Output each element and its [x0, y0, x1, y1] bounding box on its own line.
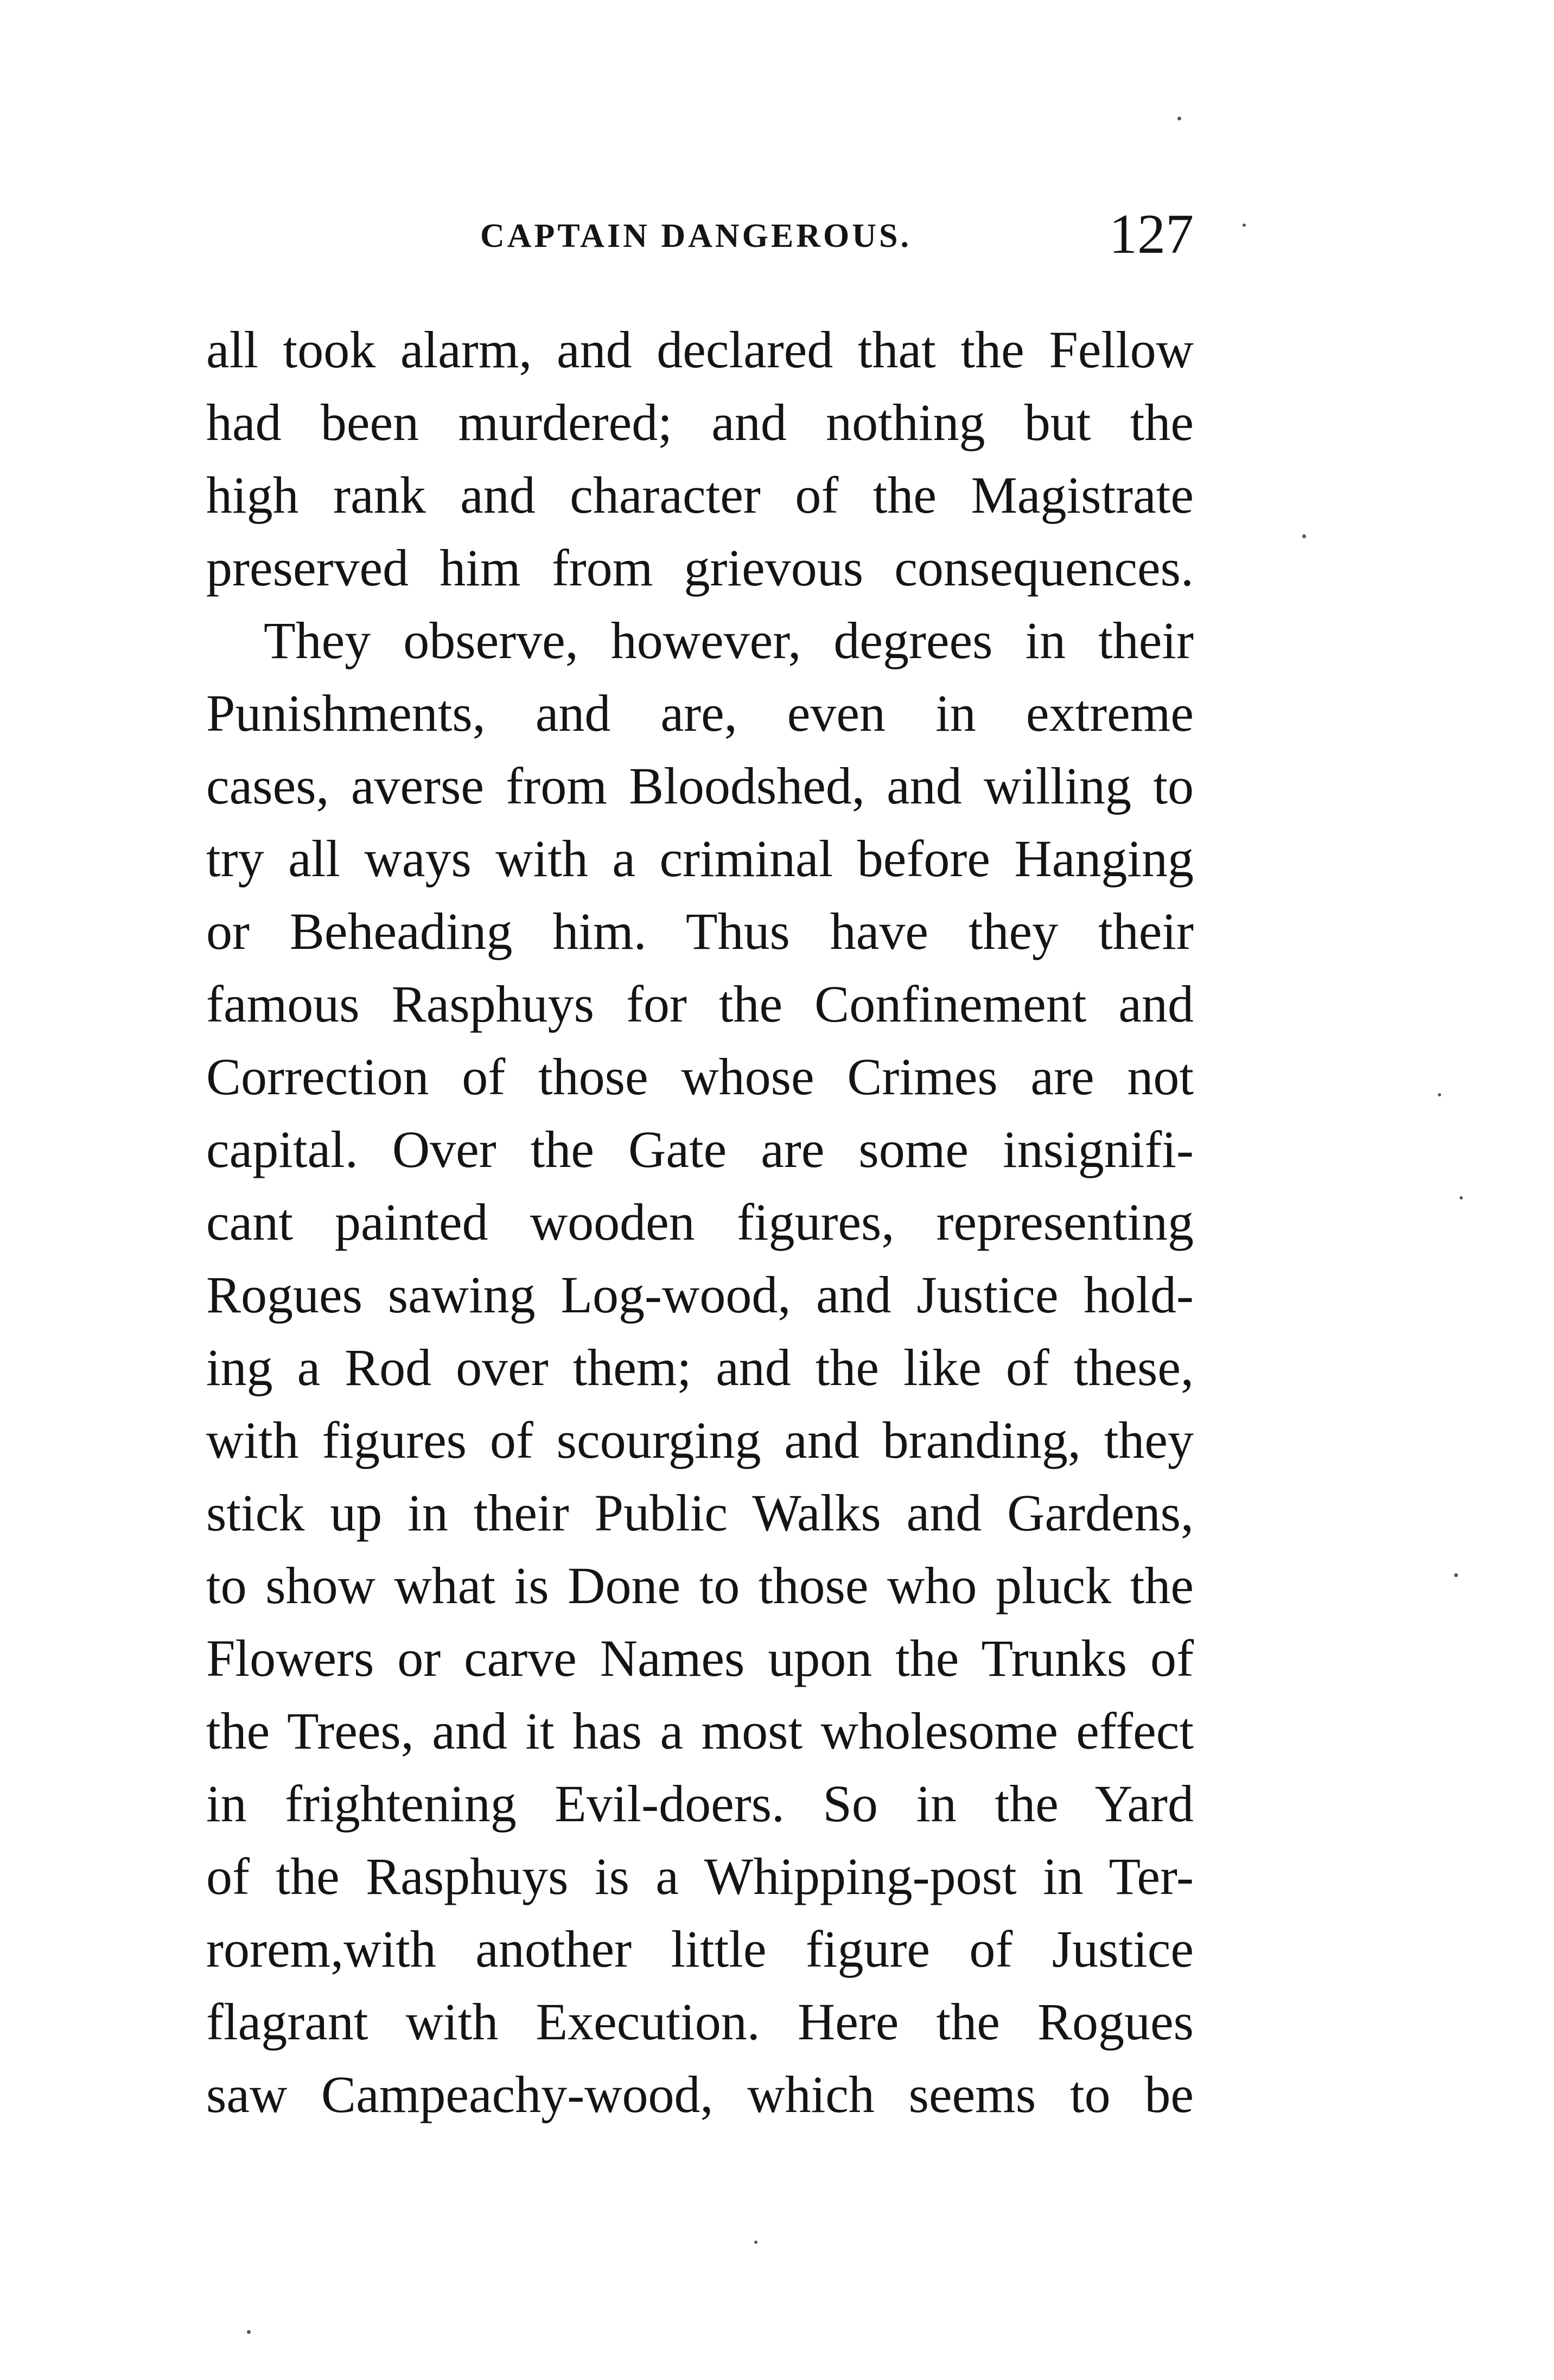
text-line: in frightening Evil-doers. So in the Yard — [206, 1775, 1194, 1833]
text-line: cases, averse from Bloodshed, and willing to — [206, 757, 1194, 815]
text-line: cant painted wooden figures, representing — [206, 1193, 1194, 1251]
scan-speck — [754, 2241, 757, 2244]
text-line: of the Rasphuys is a Whipping-post in Ter- — [206, 1847, 1194, 1905]
scan-speck — [247, 2330, 251, 2334]
text-line: ing a Rod over them; and the like of these, — [206, 1338, 1194, 1396]
body-text — [206, 314, 1194, 2131]
text-line: flagrant with Execution. Here the Rogues — [206, 1993, 1194, 2051]
text-line: high rank and character of the Magistrate — [206, 466, 1194, 524]
text-line: capital. Over the Gate are some insignifi- — [206, 1120, 1194, 1178]
scan-speck — [1302, 534, 1306, 538]
text-line: to show what is Done to those who pluck the — [206, 1556, 1194, 1615]
text-line: famous Rasphuys for the Confinement and — [206, 975, 1194, 1033]
text-line: Rogues sawing Log-wood, and Justice hold- — [206, 1266, 1194, 1324]
text-line: preserved him from grievous consequences. — [206, 539, 1194, 597]
scan-speck — [1177, 117, 1181, 120]
text-line: Flowers or carve Names upon the Trunks of — [206, 1629, 1194, 1687]
text-line: saw Campeachy-wood, which seems to be — [206, 2065, 1194, 2123]
text-line: stick up in their Public Walks and Gardens, — [206, 1484, 1194, 1542]
text-line: rorem,with another little figure of Justice — [206, 1920, 1194, 1978]
page-header — [206, 202, 1194, 267]
page-number: 127 — [1109, 203, 1194, 265]
text-line: or Beheading him. Thus have they their — [206, 902, 1194, 960]
scan-speck — [1243, 224, 1246, 227]
text-line: had been murdered; and nothing but the — [206, 393, 1194, 451]
scan-speck — [1454, 1573, 1458, 1577]
scan-speck — [1460, 1196, 1463, 1199]
scan-speck — [1438, 1093, 1441, 1096]
text-line: all took alarm, and declared that the Fellow — [206, 321, 1194, 379]
text-line: Correction of those whose Crimes are not — [206, 1048, 1194, 1106]
text-line: Punishments, and are, even in extreme — [206, 684, 1194, 742]
text-line: with figures of scourging and branding, they — [206, 1411, 1194, 1469]
text-line: try all ways with a criminal before Hanging — [206, 830, 1194, 888]
running-title: CAPTAIN DANGEROUS. — [480, 218, 912, 254]
text-line: They observe, however, degrees in their — [264, 611, 1194, 669]
text-line: the Trees, and it has a most wholesome effect — [206, 1702, 1194, 1760]
